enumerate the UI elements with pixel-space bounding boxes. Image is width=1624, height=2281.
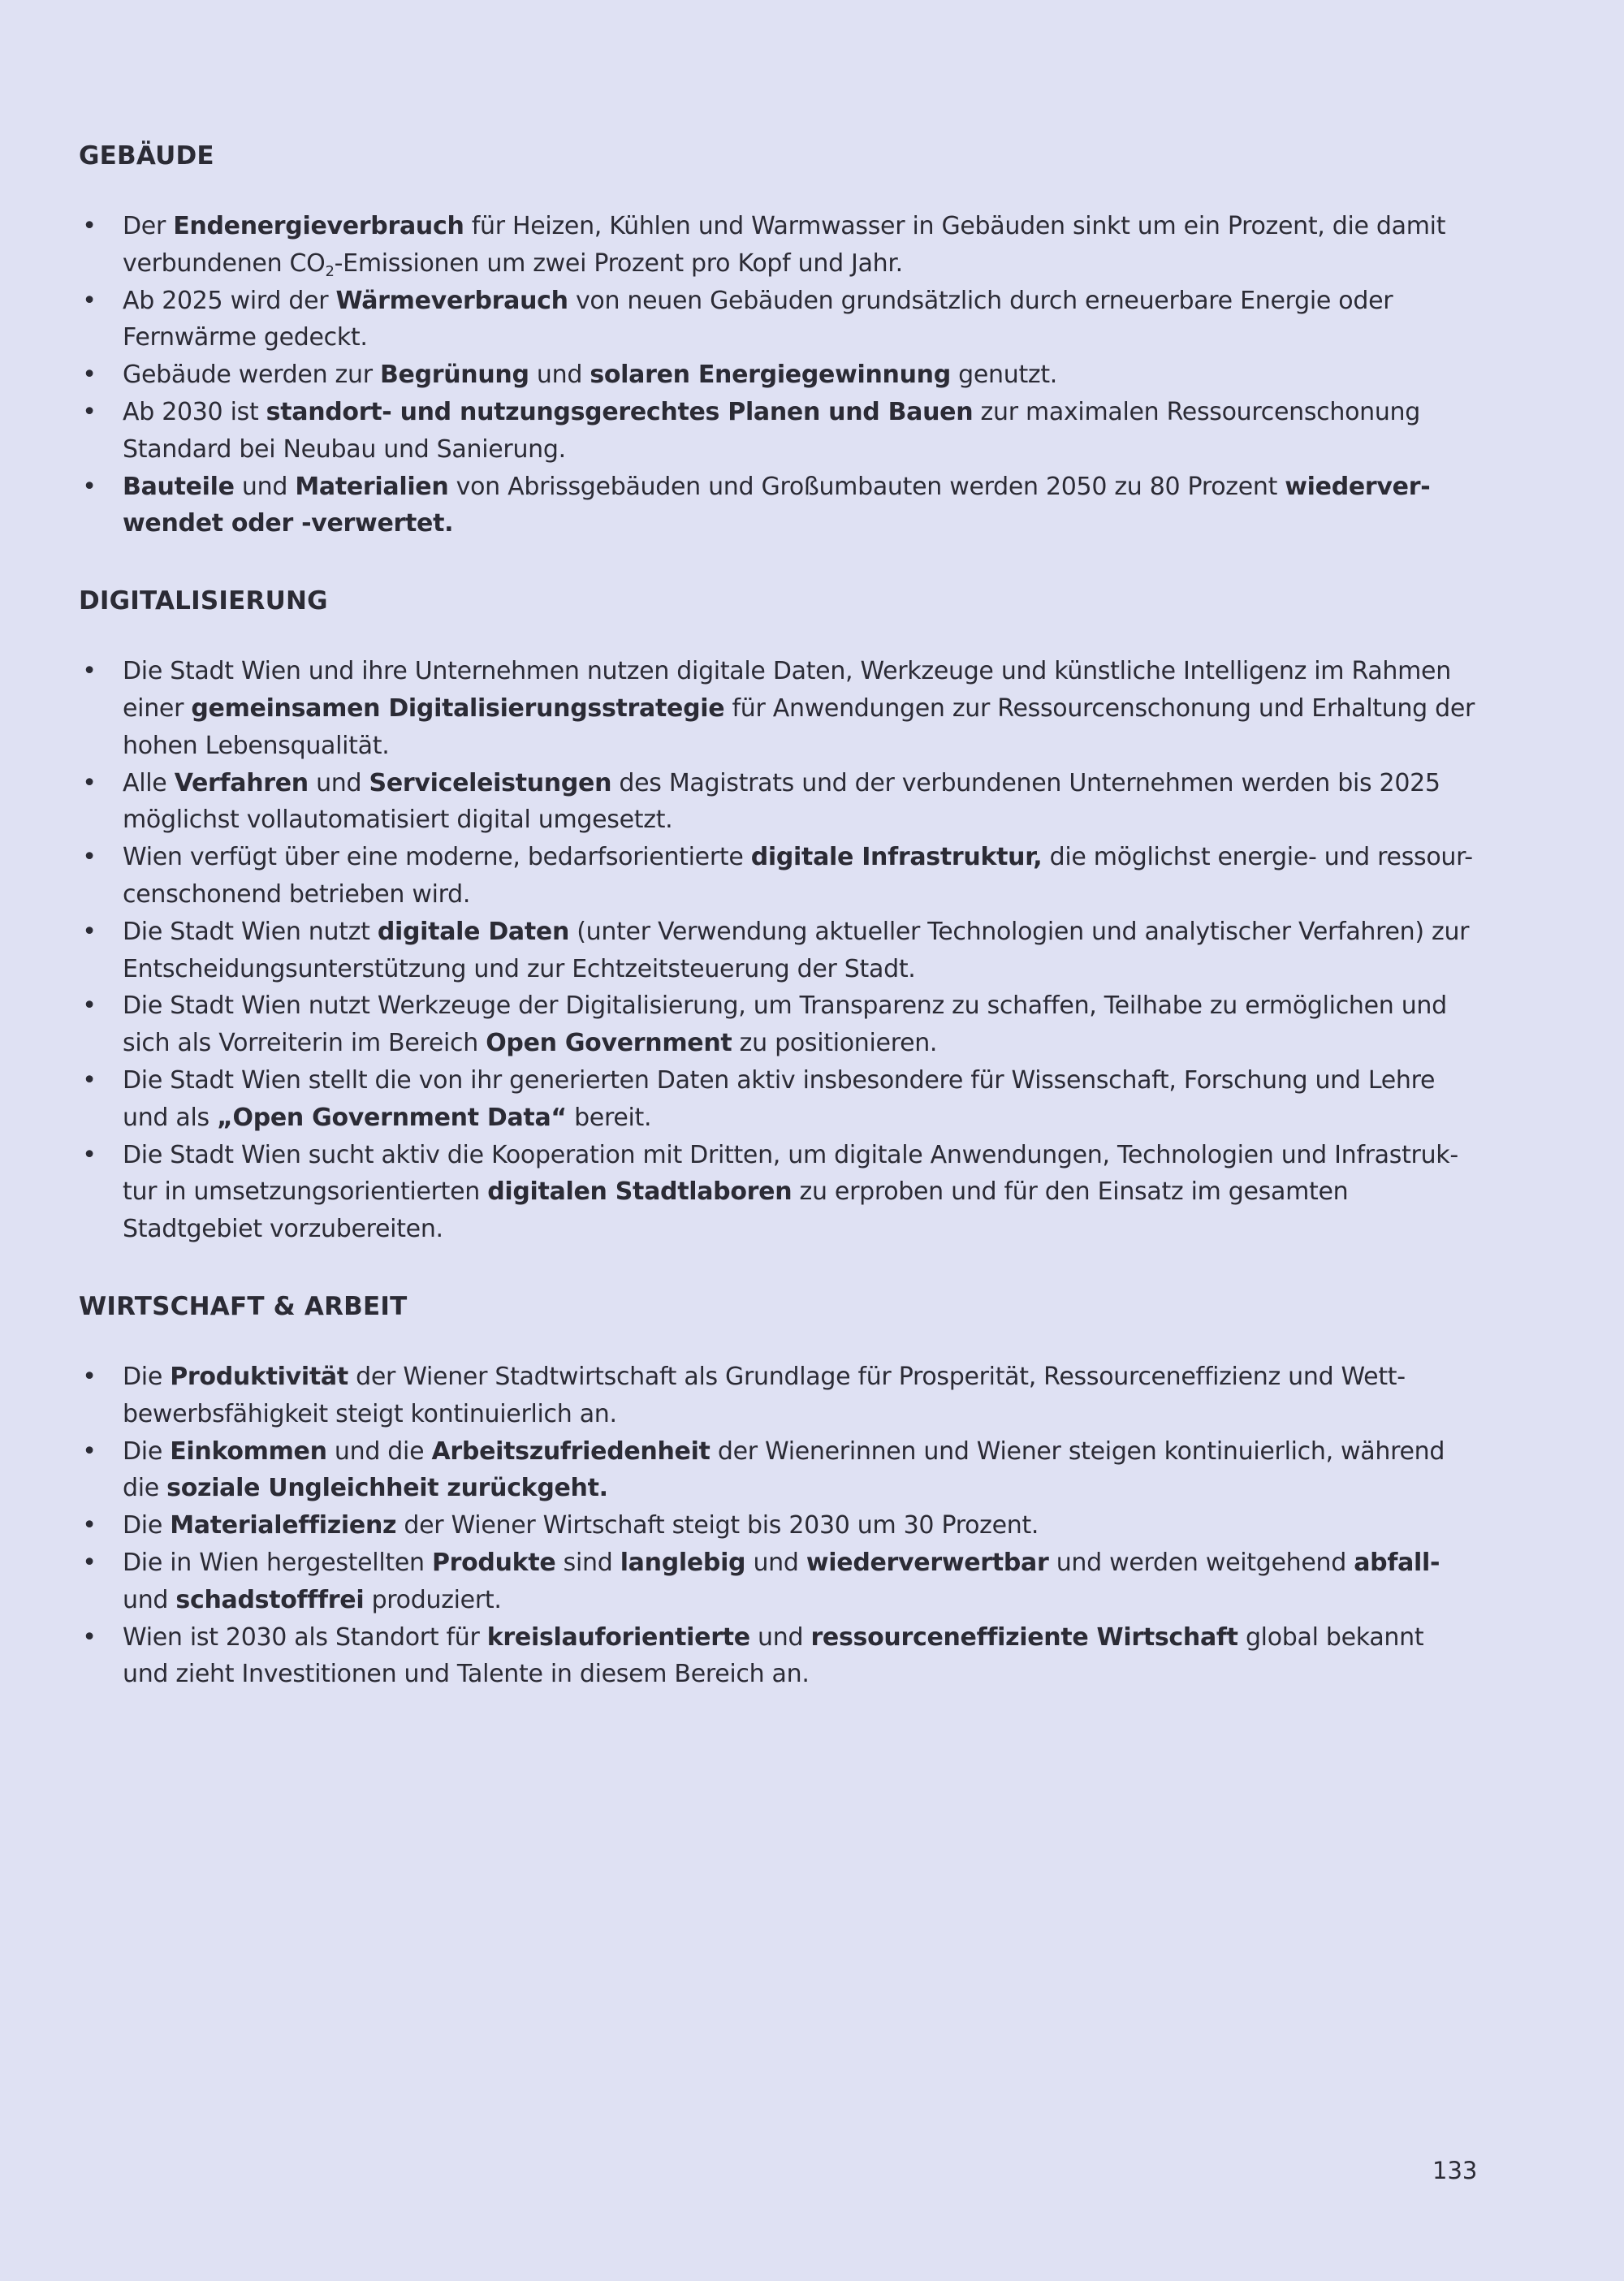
bold-text: Endenergieverbrauch bbox=[173, 212, 464, 240]
section bbox=[79, 140, 1475, 542]
text-run: sind bbox=[555, 1548, 620, 1577]
text-run: für Heizen, Kühlen und Warmwasser in Gebäuden sinkt um ein Prozent, die damit verbundenen CO bbox=[123, 212, 1446, 278]
section-heading: GEBÄUDE bbox=[79, 141, 214, 171]
text-run: und bbox=[308, 768, 369, 797]
bullet-item bbox=[79, 987, 1475, 1062]
text-run: von Abrissgebäuden und Großumbauten werden 2050 zu 80 Prozent bbox=[448, 472, 1285, 501]
text-run: der Wiener Stadtwirtschaft als Grundlage für Prosperität, Ressourceneffizienz und Wett-bewerbsfähigkeit steigt kontinuierlich an. bbox=[123, 1362, 1406, 1428]
bold-text: digitale Daten bbox=[377, 917, 570, 946]
text-run: -Emissionen um zwei Prozent pro Kopf und Jahr. bbox=[334, 248, 903, 278]
bullet-list bbox=[79, 208, 1475, 542]
bullet-icon: • bbox=[82, 286, 97, 315]
text-run: (unter Verwendung aktueller Technologien und analytischer Verfahren) zur Entscheidungsunterstützung und zur Echtzeitsteuerung der Stadt. bbox=[123, 917, 1470, 983]
bold-text: Serviceleistungen bbox=[369, 768, 612, 797]
bold-text: „Open Government Data“ bbox=[217, 1103, 567, 1132]
text-run: genutzt. bbox=[950, 361, 1058, 390]
text-run: und bbox=[749, 1622, 811, 1652]
text-run: Die Stadt Wien sucht aktiv die Kooperation mit Dritten, um digitale Anwendungen, Technologien und Infrastruk-tur in umsetzungsorientierten bbox=[123, 1140, 1458, 1207]
bullet-icon: • bbox=[82, 991, 97, 1021]
text-run: der Wienerinnen und Wiener steigen kontinuierlich, während die bbox=[123, 1436, 1445, 1503]
bold-text: abfall- bbox=[1354, 1548, 1440, 1577]
bullet-item bbox=[79, 208, 1475, 283]
bold-text: Materialien bbox=[295, 472, 449, 501]
text-run: Gebäude werden zur bbox=[123, 361, 380, 390]
bullet-item bbox=[79, 469, 1475, 543]
subscript-text: 2 bbox=[325, 262, 335, 280]
bullet-icon: • bbox=[82, 1065, 97, 1095]
bullet-icon: • bbox=[82, 1140, 97, 1169]
section bbox=[79, 585, 1475, 1248]
bold-text: ressourceneffiziente Wirtschaft bbox=[810, 1622, 1238, 1652]
bullet-item bbox=[79, 356, 1475, 394]
bullet-item bbox=[79, 1359, 1475, 1433]
text-run: und bbox=[745, 1548, 806, 1577]
text-run: global bekannt und zieht Investitionen und Talente in diesem Bereich an. bbox=[123, 1622, 1424, 1689]
bullet-icon: • bbox=[82, 843, 97, 872]
bullet-item bbox=[79, 653, 1475, 764]
bullet-icon: • bbox=[82, 768, 97, 797]
text-run: Die Stadt Wien stellt die von ihr generierten Daten aktiv insbesondere für Wissenschaft, Forschung und Lehre und als bbox=[123, 1065, 1436, 1132]
bullet-icon: • bbox=[82, 397, 97, 426]
bold-text: gemeinsamen Digitalisierungsstrategie bbox=[191, 693, 725, 723]
text-run: Die bbox=[123, 1436, 171, 1466]
bold-text: Produkte bbox=[431, 1548, 556, 1577]
bullet-icon: • bbox=[82, 212, 97, 240]
text-run: zu positionieren. bbox=[732, 1029, 938, 1058]
text-run: bereit. bbox=[566, 1103, 652, 1132]
bullet-icon: • bbox=[82, 657, 97, 686]
bullet-icon: • bbox=[82, 361, 97, 390]
bullet-item bbox=[79, 914, 1475, 988]
text-run: Ab 2025 wird der bbox=[123, 286, 336, 315]
text-run: zu erproben und für den Einsatz im gesamten Stadtgebiet vorzubereiten. bbox=[123, 1177, 1349, 1244]
bullet-item bbox=[79, 1137, 1475, 1248]
bold-text: langlebig bbox=[620, 1548, 746, 1577]
bold-text: Einkommen bbox=[170, 1436, 327, 1466]
bullet-item bbox=[79, 283, 1475, 357]
bold-text: Wärmeverbrauch bbox=[335, 286, 568, 315]
text-run: Wien ist 2030 als Standort für bbox=[123, 1622, 487, 1652]
text-run: Wien verfügt über eine moderne, bedarfsorientierte bbox=[123, 843, 751, 872]
bullet-icon: • bbox=[82, 1436, 97, 1466]
bold-text: wiederver-wendet oder -verwertet. bbox=[123, 472, 1431, 538]
bold-text: Verfahren bbox=[174, 768, 309, 797]
bullet-icon: • bbox=[82, 1548, 97, 1577]
bold-text: wiederverwertbar bbox=[806, 1548, 1049, 1577]
text-run: Die bbox=[123, 1362, 171, 1391]
text-run: produziert. bbox=[364, 1585, 502, 1614]
bullet-list bbox=[79, 1359, 1475, 1693]
text-run: Der bbox=[123, 212, 174, 240]
text-run: und bbox=[123, 1585, 176, 1614]
text-run: Die bbox=[123, 1511, 171, 1540]
bullet-item bbox=[79, 1433, 1475, 1508]
bold-text: Materialeffizienz bbox=[170, 1511, 397, 1540]
bullet-item bbox=[79, 839, 1475, 914]
bullet-icon: • bbox=[82, 1362, 97, 1391]
bullet-item bbox=[79, 1062, 1475, 1137]
text-run: Die Stadt Wien nutzt Werkzeuge der Digitalisierung, um Transparenz zu schaffen, Teilhabe zu ermöglichen und sich als Vorreiterin im Bereich bbox=[123, 991, 1447, 1058]
bold-text: Bauteile bbox=[123, 472, 235, 501]
bold-text: Begrünung bbox=[379, 361, 529, 390]
bold-text: Open Government bbox=[486, 1029, 732, 1058]
bullet-icon: • bbox=[82, 917, 97, 946]
text-run: und werden weitgehend bbox=[1048, 1548, 1354, 1577]
text-run: der Wiener Wirtschaft steigt bis 2030 um 30 Prozent. bbox=[396, 1511, 1039, 1540]
page-number: 133 bbox=[1432, 2157, 1478, 2184]
document-body bbox=[79, 140, 1475, 1735]
bold-text: digitalen Stadtlaboren bbox=[487, 1177, 793, 1207]
section-heading: DIGITALISIERUNG bbox=[79, 586, 328, 616]
bullet-icon: • bbox=[82, 472, 97, 501]
text-run: und die bbox=[326, 1436, 432, 1466]
bold-text: Arbeitszufriedenheit bbox=[431, 1436, 710, 1466]
bullet-item bbox=[79, 394, 1475, 469]
bullet-list bbox=[79, 653, 1475, 1248]
section-heading: WIRTSCHAFT & ARBEIT bbox=[79, 1291, 408, 1321]
text-run: die möglichst energie- und ressour-censchonend betrieben wird. bbox=[123, 843, 1473, 909]
bold-text: soziale Ungleichheit zurückgeht. bbox=[166, 1474, 608, 1503]
bullet-icon: • bbox=[82, 1622, 97, 1652]
text-run: für Anwendungen zur Ressourcenschonung und Erhaltung der hohen Lebensqualität. bbox=[123, 693, 1475, 760]
bullet-item bbox=[79, 1507, 1475, 1544]
bullet-item bbox=[79, 1544, 1475, 1619]
text-run: Die Stadt Wien nutzt bbox=[123, 917, 378, 946]
text-run: des Magistrats und der verbundenen Unternehmen werden bis 2025 möglichst vollautomatisiert digital umgesetzt. bbox=[123, 768, 1440, 835]
bold-text: solaren Energiegewinnung bbox=[590, 361, 951, 390]
section bbox=[79, 1290, 1475, 1693]
bold-text: kreislauforientierte bbox=[486, 1622, 750, 1652]
text-run: und bbox=[529, 361, 590, 390]
bullet-icon: • bbox=[82, 1511, 97, 1540]
bullet-item bbox=[79, 765, 1475, 840]
bold-text: schadstofffrei bbox=[175, 1585, 365, 1614]
text-run: zur maximalen Ressourcenschonung Standard bei Neubau und Sanierung. bbox=[123, 397, 1421, 464]
bold-text: Produktivität bbox=[170, 1362, 348, 1391]
text-run: und bbox=[234, 472, 296, 501]
text-run: Alle bbox=[123, 768, 175, 797]
bold-text: standort- und nutzungsgerechtes Planen und Bauen bbox=[266, 397, 974, 426]
bullet-item bbox=[79, 1619, 1475, 1694]
bold-text: digitale Infrastruktur, bbox=[750, 843, 1043, 872]
text-run: Die Stadt Wien und ihre Unternehmen nutzen digitale Daten, Werkzeuge und künstliche Intelligenz im Rahmen einer bbox=[123, 657, 1451, 723]
text-run: Die in Wien hergestellten bbox=[123, 1548, 432, 1577]
text-run: Ab 2030 ist bbox=[123, 397, 266, 426]
text-run: von neuen Gebäuden grundsätzlich durch erneuerbare Energie oder Fernwärme gedeckt. bbox=[123, 286, 1393, 352]
